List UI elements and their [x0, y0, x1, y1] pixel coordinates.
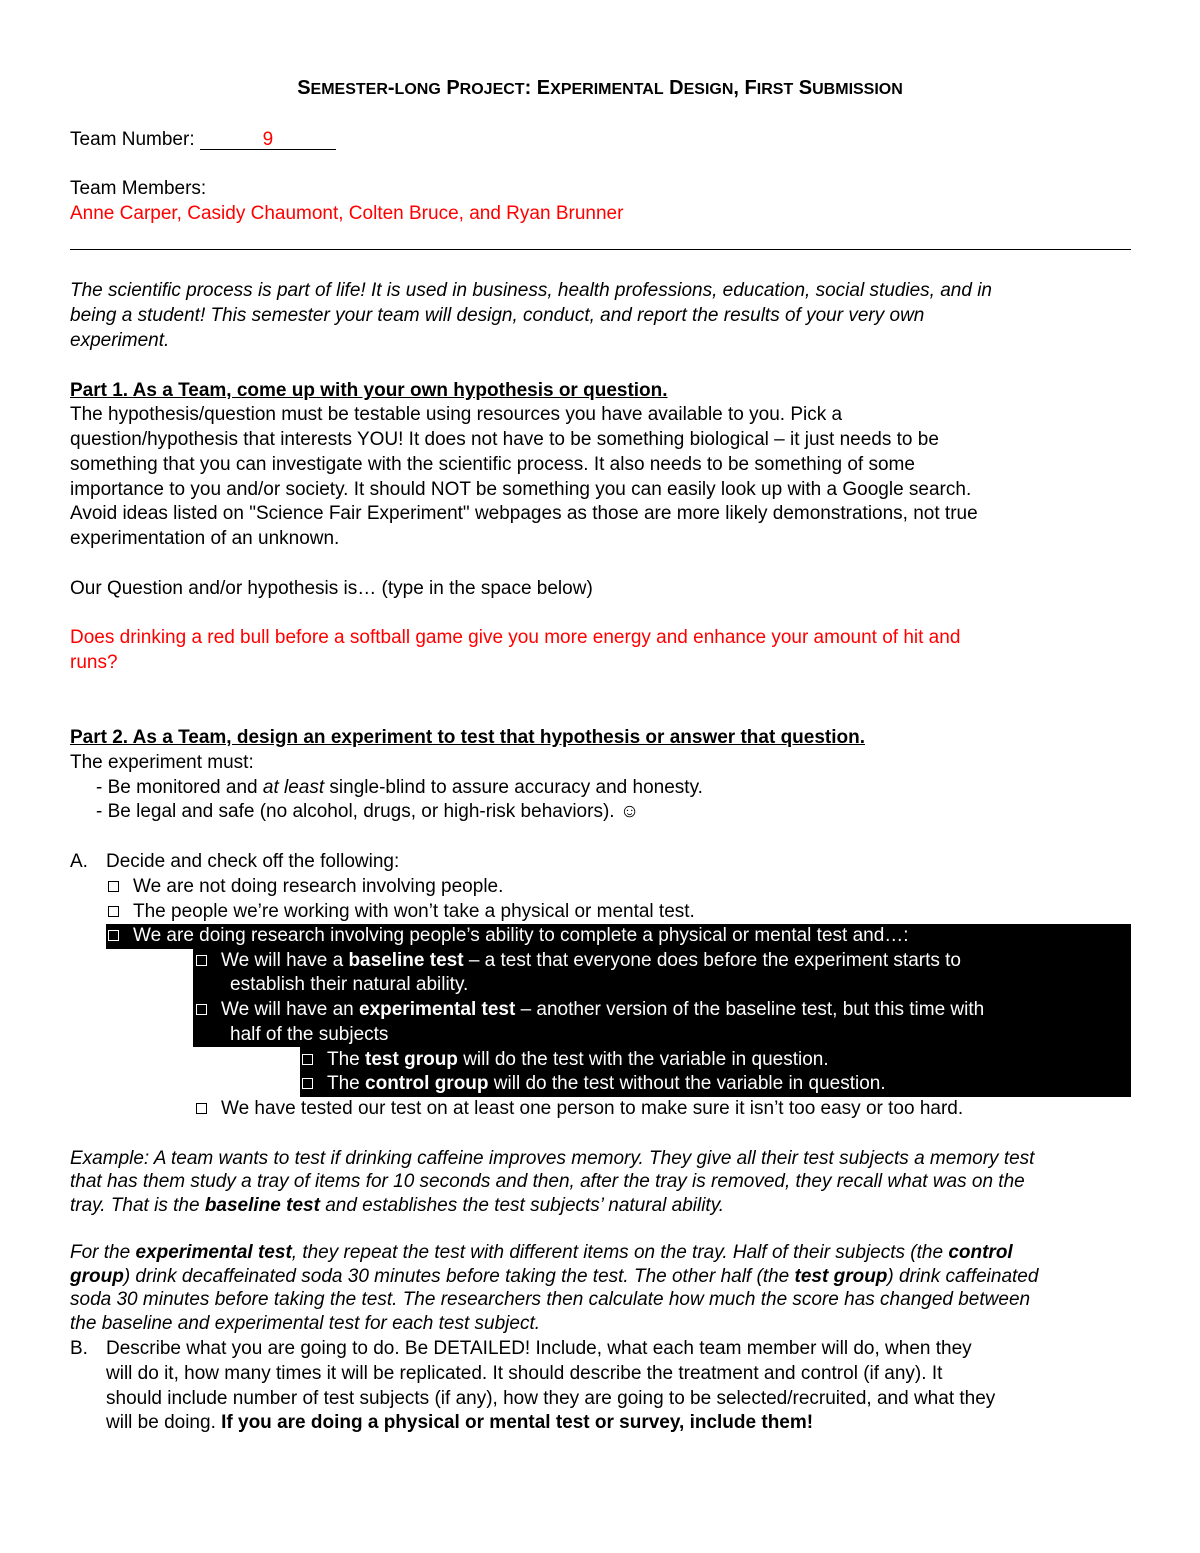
- checklist-label: We will have a: [221, 950, 349, 971]
- checklist-label: The: [327, 1049, 366, 1070]
- title-part: P: [440, 77, 460, 99]
- part1-body-line: experimentation of an unknown.: [70, 528, 340, 549]
- horizontal-divider: [70, 249, 1131, 250]
- checkbox-icon[interactable]: [196, 955, 207, 966]
- requirement-item: [96, 776, 703, 800]
- example-text: and establishes the test subjects’ natural ability.: [319, 1195, 725, 1216]
- example-bold: experimental test: [135, 1242, 292, 1263]
- checklist-label: We are not doing research involving people.: [133, 876, 504, 897]
- hypothesis-answer-line[interactable]: runs?: [70, 652, 118, 673]
- checklist-item[interactable]: [196, 998, 984, 1022]
- section-a-letter: A.: [70, 851, 88, 872]
- checkbox-icon[interactable]: [302, 1054, 313, 1065]
- checklist-item[interactable]: [108, 900, 695, 924]
- title-part: ROJECT: [459, 81, 525, 98]
- checklist-label: The people we’re working with won’t take a physical or mental test.: [133, 901, 695, 922]
- checklist-label: – another version of the baseline test, but this time with: [515, 999, 985, 1020]
- example-line: soda 30 minutes before taking the test. The researchers then calculate how much the score has changed between: [70, 1289, 1031, 1310]
- example-line: the baseline and experimental test for each test subject.: [70, 1313, 540, 1334]
- checklist-bold: test group: [365, 1049, 458, 1070]
- team-members-field[interactable]: Anne Carper, Casidy Chaumont, Colten Bruce, and Ryan Brunner: [70, 203, 624, 224]
- part1-heading: Part 1. As a Team, come up with your own hypothesis or question.: [70, 380, 668, 401]
- team-number-label: Team Number:: [70, 129, 195, 150]
- example-bold: control: [948, 1242, 1013, 1263]
- section-b-text: will be doing.: [106, 1412, 222, 1433]
- section-b-letter: B.: [70, 1338, 88, 1359]
- checklist-continuation: half of the subjects: [230, 1024, 389, 1045]
- section-a-text: Decide and check off the following:: [106, 851, 400, 872]
- title-part: S: [297, 77, 311, 99]
- part1-body-line: Avoid ideas listed on "Science Fair Experiment" webpages as those are more likely demonstrations, not true: [70, 503, 978, 524]
- checklist-item[interactable]: [196, 1097, 963, 1121]
- example-text: tray. That is the: [70, 1195, 205, 1216]
- title-part: : E: [524, 77, 551, 99]
- section-b-line: will do it, how many times it will be replicated. It should describe the treatment and control (if any). It: [106, 1363, 943, 1384]
- section-b-line: Describe what you are going to do. Be DETAILED! Include, what each team member will do, when they: [106, 1338, 972, 1359]
- intro-line: experiment.: [70, 330, 170, 351]
- checklist-item[interactable]: [108, 924, 909, 948]
- checkbox-icon[interactable]: [196, 1103, 207, 1114]
- example-text: , they repeat the test with different items on the tray. Half of their subjects (the: [291, 1242, 949, 1263]
- example-text: For the: [70, 1242, 136, 1263]
- example-line: Example: A team wants to test if drinking caffeine improves memory. They give all their test subjects a memory test: [70, 1148, 1035, 1169]
- title-part: , F: [733, 77, 757, 99]
- example-line: [70, 1241, 1013, 1265]
- example-line: [70, 1194, 724, 1218]
- example-line: that has them study a tray of items for 10 seconds and then, after the tray is removed, they recall what was on the: [70, 1171, 1025, 1192]
- checklist-label: – a test that everyone does before the experiment starts to: [463, 950, 961, 971]
- title-part: D: [663, 77, 684, 99]
- checklist-label: We have tested our test on at least one person to make sure it isn’t too easy or too hard.: [221, 1098, 964, 1119]
- hypothesis-prompt: Our Question and/or hypothesis is… (type in the space below): [70, 578, 593, 599]
- intro-line: being a student! This semester your team will design, conduct, and report the results of your very own: [70, 305, 925, 326]
- checklist-label: will do the test without the variable in question.: [488, 1073, 886, 1094]
- title-part: LONG: [394, 81, 441, 98]
- requirement-text: - Be monitored and: [96, 777, 263, 798]
- example-text: ) drink decaffeinated soda 30 minutes before taking the test. The other half (the: [123, 1266, 795, 1287]
- title-part: ESIGN: [683, 81, 734, 98]
- title-part: -: [387, 77, 395, 99]
- page-title: [0, 74, 1200, 104]
- example-text: ) drink caffeinated: [887, 1266, 1039, 1287]
- requirement-item: - Be legal and safe (no alcohol, drugs, or high-risk behaviors). ☺: [96, 801, 640, 822]
- requirement-text: single-blind to assure accuracy and honesty.: [324, 777, 703, 798]
- section-b-line: [106, 1411, 813, 1435]
- checkbox-icon[interactable]: [196, 1004, 207, 1015]
- checklist-bold: experimental test: [359, 999, 516, 1020]
- part2-heading: Part 2. As a Team, design an experiment to test that hypothesis or answer that question.: [70, 727, 866, 748]
- team-number-line: [70, 128, 336, 152]
- hypothesis-answer-line[interactable]: Does drinking a red bull before a softball game give you more energy and enhance your amount of hit and: [70, 627, 961, 648]
- title-part: IRST: [756, 81, 794, 98]
- checkbox-icon[interactable]: [302, 1078, 313, 1089]
- checklist-item[interactable]: [302, 1072, 886, 1096]
- team-number-field[interactable]: 9: [200, 131, 336, 150]
- part1-body-line: The hypothesis/question must be testable using resources you have available to you. Pick a: [70, 404, 843, 425]
- example-line: [70, 1265, 1038, 1289]
- example-bold: baseline test: [204, 1195, 320, 1216]
- title-part: S: [793, 77, 813, 99]
- example-bold: group: [70, 1266, 124, 1287]
- checkbox-icon[interactable]: [108, 881, 119, 892]
- checklist-label: will do the test with the variable in question.: [457, 1049, 829, 1070]
- checklist-bold: baseline test: [348, 950, 464, 971]
- title-part: EMESTER: [310, 81, 388, 98]
- checklist-label: We will have an: [221, 999, 359, 1020]
- checklist-continuation: establish their natural ability.: [230, 974, 469, 995]
- checklist-label: The: [327, 1073, 366, 1094]
- title-part: UBMISSION: [812, 81, 903, 98]
- checklist-item[interactable]: [302, 1048, 829, 1072]
- intro-line: The scientific process is part of life! It is used in business, health professions, education, social studies, and in: [70, 280, 992, 301]
- title-part: XPERIMENTAL: [550, 81, 664, 98]
- section-b-bold: If you are doing a physical or mental test or survey, include them!: [221, 1412, 814, 1433]
- checkbox-icon[interactable]: [108, 906, 119, 917]
- part1-body-line: question/hypothesis that interests YOU! It does not have to be something biological – it just needs to be: [70, 429, 939, 450]
- part1-body-line: something that you can investigate with the scientific process. It also needs to be something of some: [70, 454, 915, 475]
- checklist-bold: control group: [365, 1073, 489, 1094]
- experiment-must-label: The experiment must:: [70, 752, 254, 773]
- requirement-emphasis: at least: [262, 777, 325, 798]
- checklist-label: We are doing research involving people’s ability to complete a physical or mental test and…:: [133, 925, 909, 946]
- checkbox-icon[interactable]: [108, 930, 119, 941]
- checklist-item[interactable]: [196, 949, 961, 973]
- checklist-item[interactable]: [108, 875, 503, 899]
- section-b-line: should include number of test subjects (if any), how they are going to be selected/recruited, and what they: [106, 1388, 996, 1409]
- team-members-label: Team Members:: [70, 178, 207, 199]
- part1-body-line: importance to you and/or society. It should NOT be something you can easily look up with a Google search.: [70, 479, 972, 500]
- example-bold: test group: [794, 1266, 888, 1287]
